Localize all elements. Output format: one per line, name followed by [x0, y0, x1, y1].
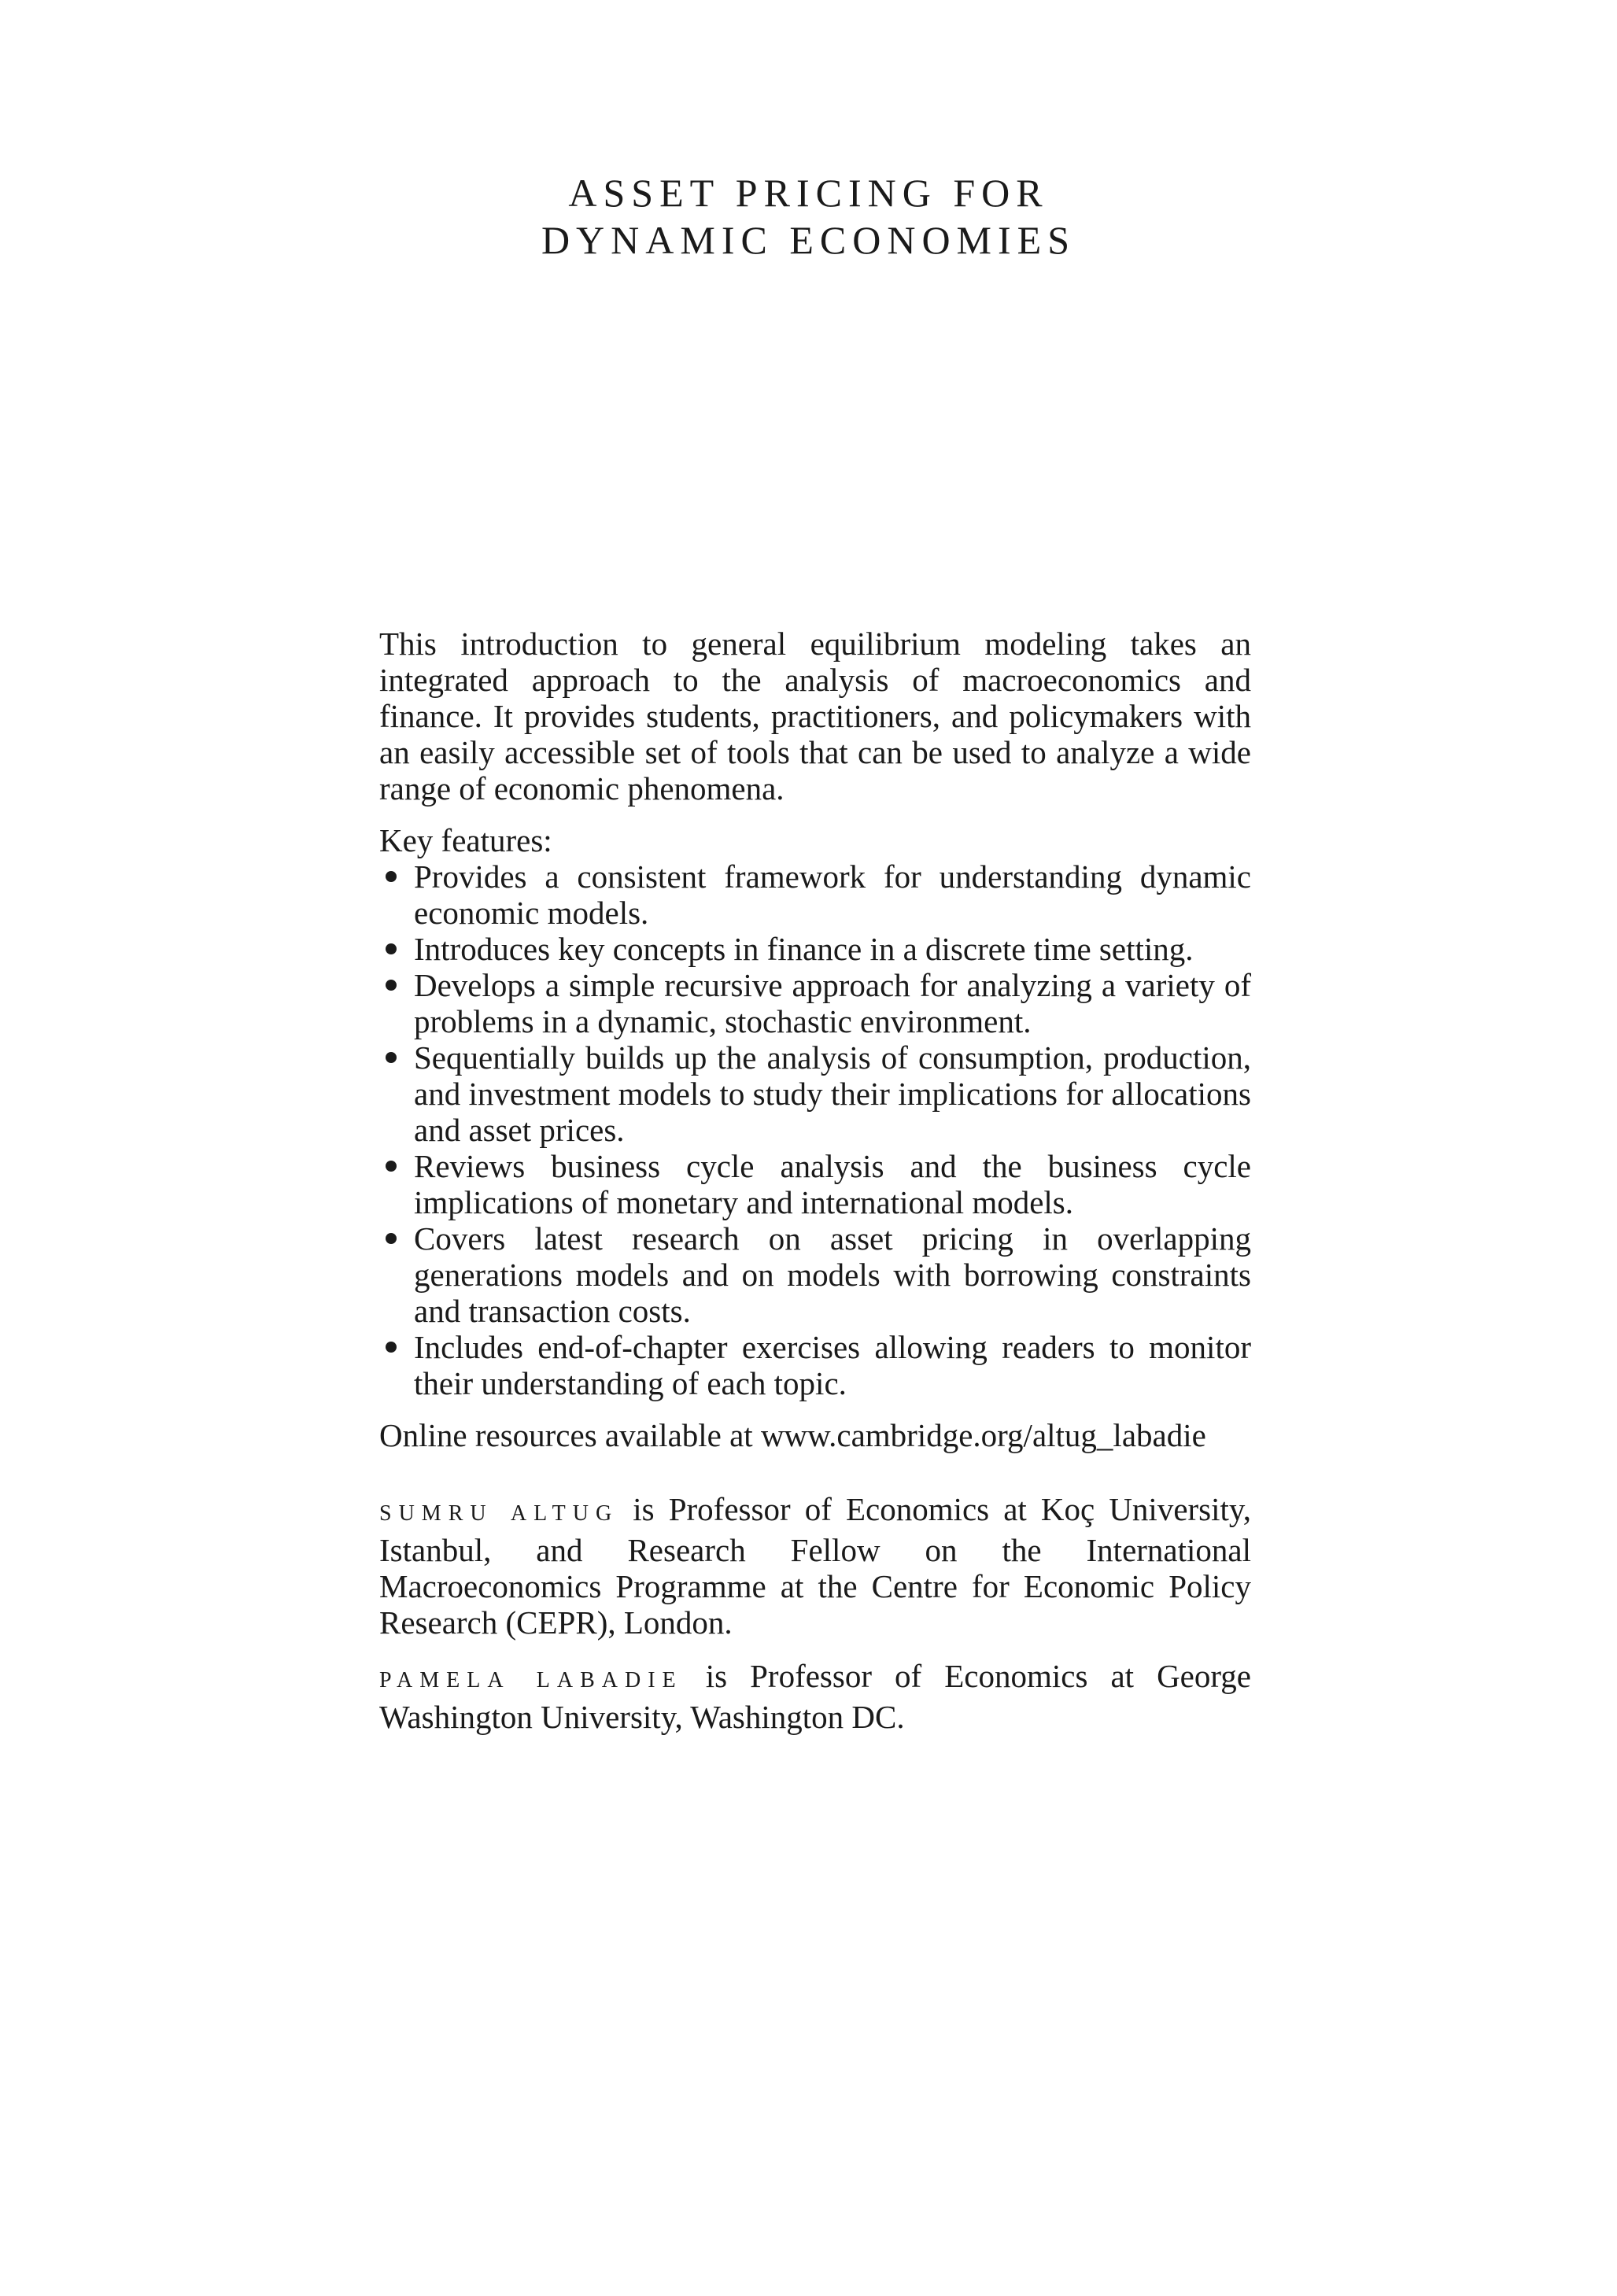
feature-text: Introduces key concepts in finance in a discrete time setting. [414, 931, 1194, 967]
list-item [379, 1329, 1251, 1401]
feature-text: Covers latest research on asset pricing in overlapping generations models and on models with borrowing constraints and transaction costs. [414, 1220, 1251, 1329]
author-name: SUMRU ALTUG [379, 1501, 619, 1526]
book-title-line-2: DYNAMIC ECONOMIES [541, 218, 1076, 262]
author-bio-altug [379, 1491, 1251, 1641]
bullet-icon [386, 980, 397, 991]
key-features-heading: Key features: [379, 822, 552, 858]
bullet-icon [386, 1161, 397, 1172]
online-resources-note: Online resources available at www.cambridge.org/altug_labadie [379, 1417, 1206, 1453]
list-item [379, 1039, 1251, 1148]
book-title-line-1: ASSET PRICING FOR [568, 171, 1049, 215]
back-matter-content [379, 626, 1251, 1752]
author-bio-text: is Professor of Economics at George Washington University, Washington DC. [379, 1658, 1251, 1735]
bullet-icon [386, 943, 397, 954]
bullet-icon [386, 1052, 397, 1063]
bullet-icon [386, 1233, 397, 1244]
feature-text: Develops a simple recursive approach for analyzing a variety of problems in a dynamic, stochastic environment. [414, 967, 1251, 1039]
key-features-list [379, 858, 1251, 1401]
list-item [379, 1220, 1251, 1329]
feature-text: Provides a consistent framework for understanding dynamic economic models. [414, 858, 1251, 931]
book-title [0, 169, 1617, 264]
book-description: This introduction to general equilibrium modeling takes an integrated approach to the analysis of macroeconomics and finance. It provides students, practitioners, and policymakers with an easily accessible set of tools that can be used to analyze a wide range of economic phenomena. [379, 626, 1251, 807]
author-bio-labadie [379, 1658, 1251, 1735]
bullet-icon [386, 1342, 397, 1353]
author-bio-text: is Professor of Economics at Koç University, Istanbul, and Research Fellow on the International Macroeconomics Programme at the Centre for Economic Policy Research (CEPR), London. [379, 1491, 1251, 1641]
feature-text: Sequentially builds up the analysis of consumption, production, and investment models to study their implications for allocations and asset prices. [414, 1039, 1251, 1148]
feature-text: Includes end-of-chapter exercises allowing readers to monitor their understanding of each topic. [414, 1329, 1251, 1401]
list-item [379, 967, 1251, 1039]
author-name: PAMELA LABADIE [379, 1668, 683, 1692]
list-item [379, 858, 1251, 931]
feature-text: Reviews business cycle analysis and the business cycle implications of monetary and international models. [414, 1148, 1251, 1220]
bullet-icon [386, 871, 397, 882]
list-item [379, 931, 1251, 967]
list-item [379, 1148, 1251, 1220]
